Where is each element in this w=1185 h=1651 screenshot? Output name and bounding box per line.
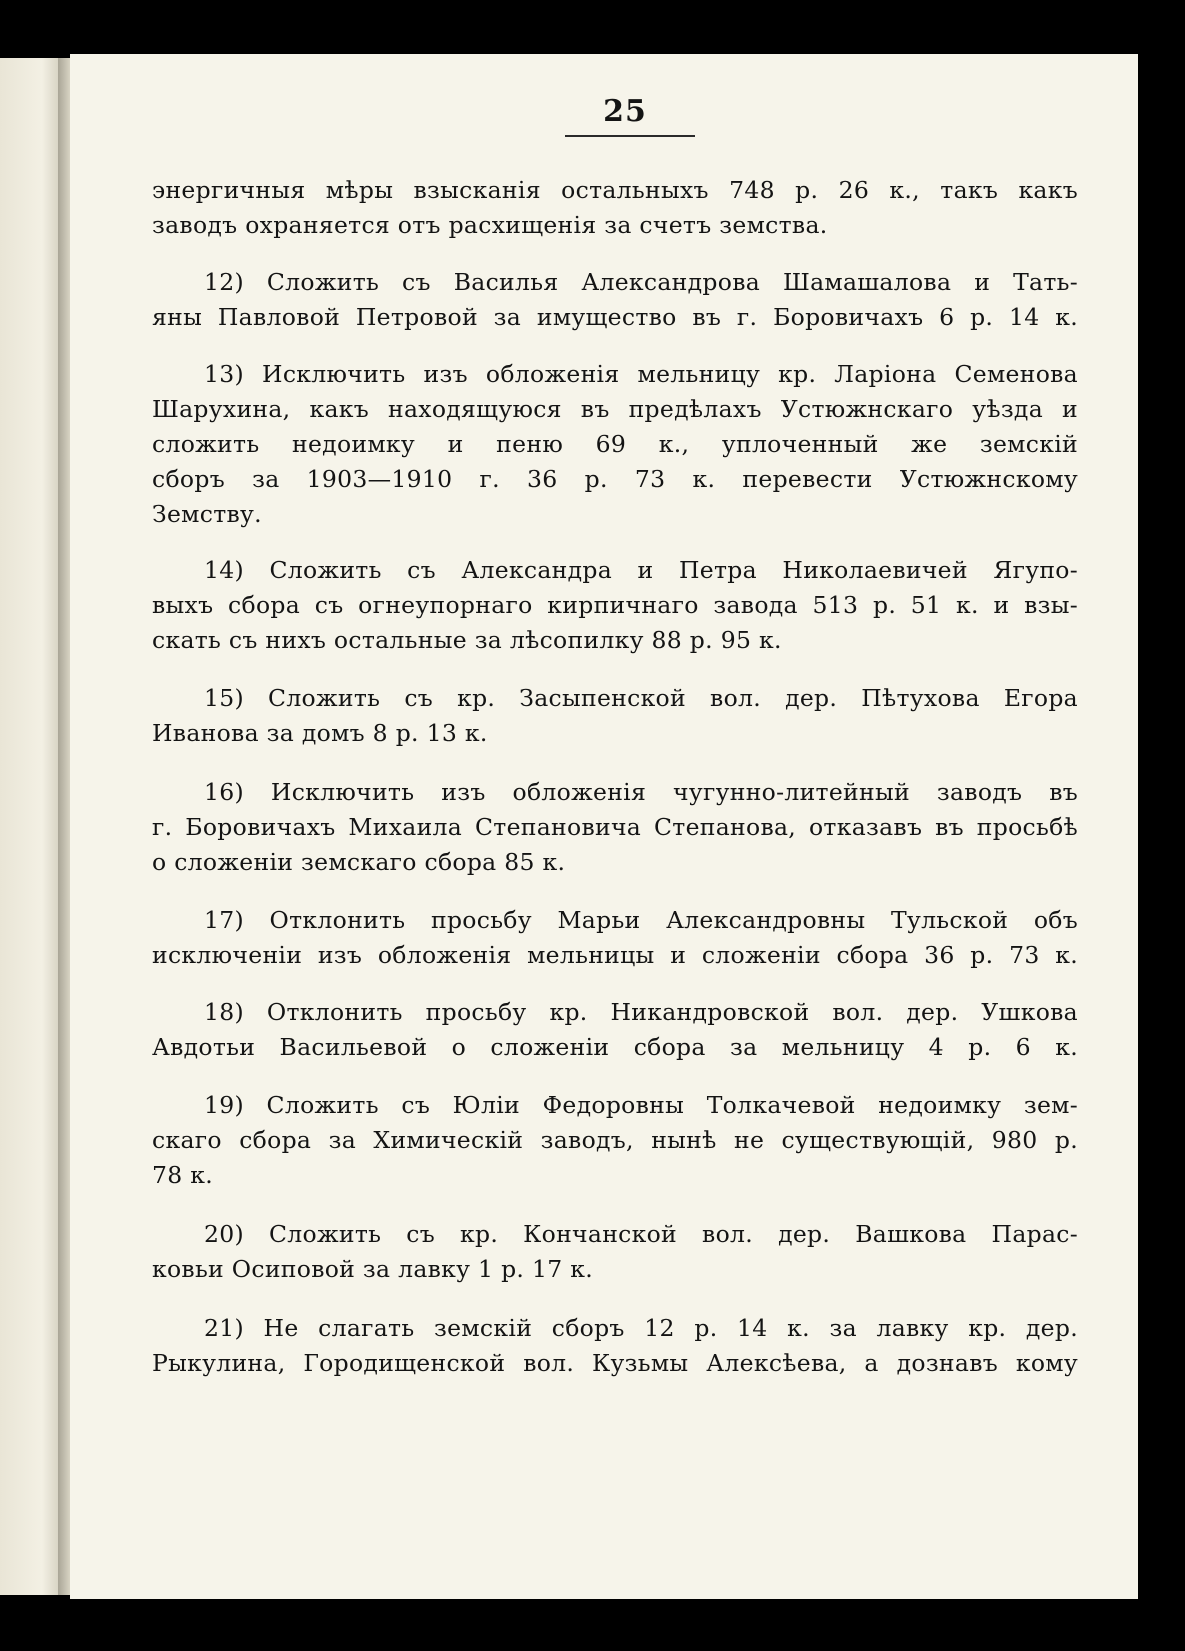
text-line: Авдотьи Васильевой о сложеніи сбора за мельницу 4 р. 6 к.	[152, 1033, 1078, 1061]
text-line: исключеніи изъ обложенія мельницы и сложеніи сбора 36 р. 73 к.	[152, 941, 1078, 969]
text-line: скать съ нихъ остальные за лѣсопилку 88 р. 95 к.	[152, 626, 782, 654]
item-21-line: 21) Не слагать земскій сборъ 12 р. 14 к. за лавку кр. дер.	[204, 1314, 1078, 1342]
page-number: 25	[603, 94, 647, 129]
document-page	[70, 54, 1138, 1599]
text-line: г. Боровичахъ Михаила Степановича Степанова, отказавъ въ просьбѣ	[152, 813, 1078, 841]
item-19-line: 19) Сложить съ Юліи Федоровны Толкачевой недоимку зем-	[204, 1091, 1078, 1119]
text-line: Земству.	[152, 500, 262, 528]
item-16-line: 16) Исключить изъ обложенія чугунно-литейный заводъ въ	[204, 778, 1078, 806]
text-line: сборъ за 1903—1910 г. 36 р. 73 к. перевести Устюжнскому	[152, 465, 1078, 493]
page-number-rule	[565, 135, 695, 137]
text-line: ковьи Осиповой за лавку 1 р. 17 к.	[152, 1255, 593, 1283]
text-line: 78 к.	[152, 1161, 214, 1189]
item-12-line: 12) Сложить съ Василья Александрова Шамашалова и Тать-	[204, 268, 1078, 296]
text-line: заводъ охраняется отъ расхищенія за счетъ земства.	[152, 211, 828, 239]
text-line: Рыкулина, Городищенской вол. Кузьмы Алексѣева, а дознавъ кому	[152, 1349, 1078, 1377]
item-14-line: 14) Сложить съ Александра и Петра Николаевичей Ягупо-	[204, 556, 1078, 584]
item-18-line: 18) Отклонить просьбу кр. Никандровской вол. дер. Ушкова	[204, 998, 1078, 1026]
text-line: о сложеніи земскаго сбора 85 к.	[152, 848, 566, 876]
item-17-line: 17) Отклонить просьбу Марьи Александровны Тульской объ	[204, 906, 1078, 934]
text-line: энергичныя мѣры взысканія остальныхъ 748 р. 26 к., такъ какъ	[152, 176, 1078, 204]
text-line: скаго сбора за Химическій заводъ, нынѣ не существующій, 980 р.	[152, 1126, 1078, 1154]
book-gutter	[58, 58, 70, 1595]
text-line: сложить недоимку и пеню 69 к., уплоченный же земскій	[152, 430, 1078, 458]
item-20-line: 20) Сложить съ кр. Кончанской вол. дер. Вашкова Парас-	[204, 1220, 1078, 1248]
text-line: яны Павловой Петровой за имущество въ г. Боровичахъ 6 р. 14 к.	[152, 303, 1078, 331]
item-13-line: 13) Исключить изъ обложенія мельницу кр. Ларіона Семенова	[204, 360, 1078, 388]
facing-page-edge	[0, 58, 60, 1595]
text-line: выхъ сбора съ огнеупорнаго кирпичнаго завода 513 р. 51 к. и взы-	[152, 591, 1078, 619]
item-15-line: 15) Сложить съ кр. Засыпенской вол. дер. Пѣтухова Егора	[204, 684, 1078, 712]
text-line: Иванова за домъ 8 р. 13 к.	[152, 719, 488, 747]
text-line: Шарухина, какъ находящуюся въ предѣлахъ Устюжнскаго уѣзда и	[152, 395, 1078, 423]
